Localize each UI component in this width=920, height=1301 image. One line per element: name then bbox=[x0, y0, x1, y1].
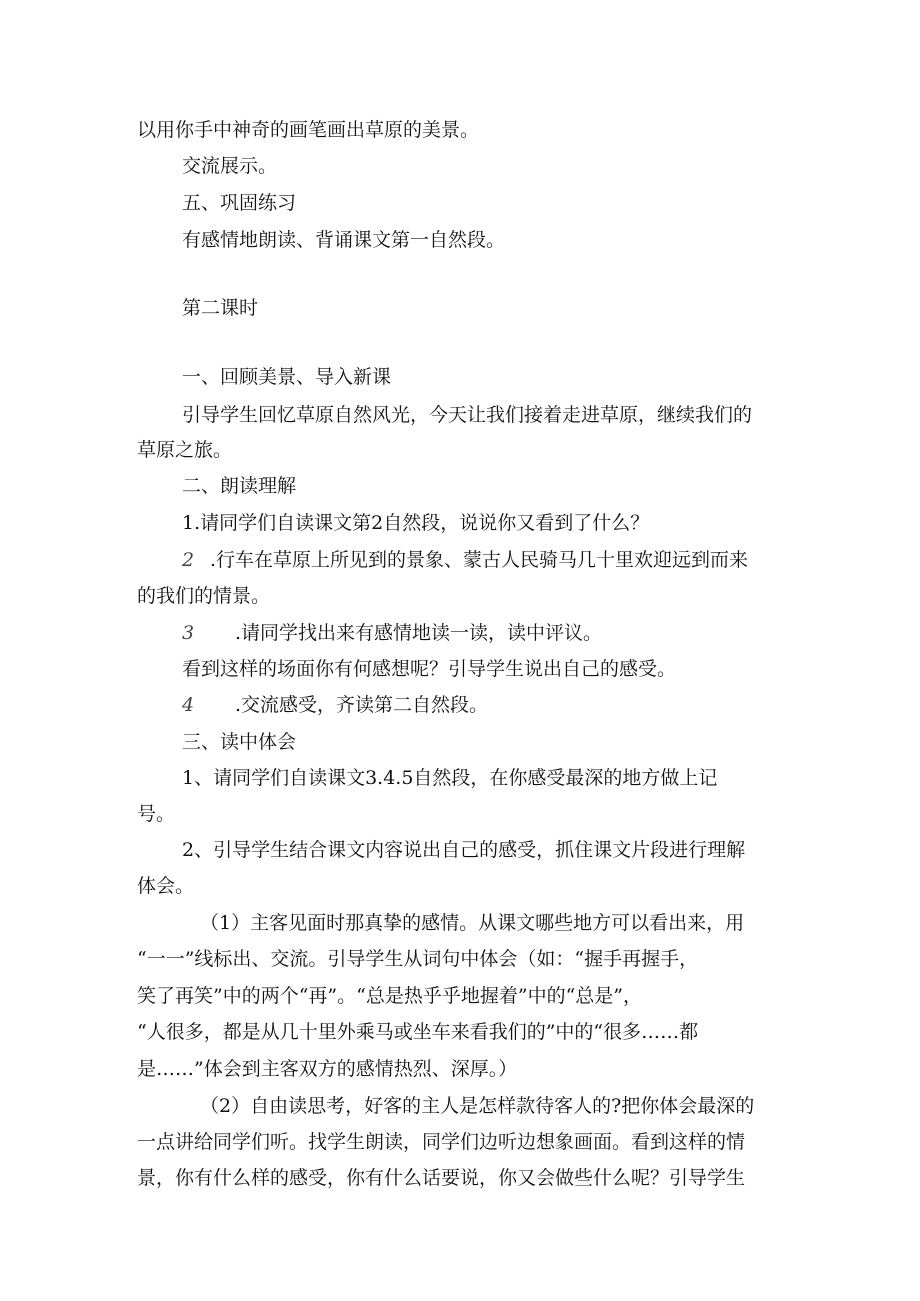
text-line: 交流展示。 bbox=[182, 155, 278, 177]
text-line: 引导学生回忆草原自然风光，今天让我们接着走进草原，继续我们的 bbox=[182, 404, 753, 426]
text-line: “人很多，都是从几十里外乘马或坐车来看我们的”中的“很多……都 bbox=[137, 1021, 699, 1043]
text-line: 草原之旅。 bbox=[137, 439, 233, 461]
text-line: 号。 bbox=[137, 803, 176, 825]
text-line: “一一”线标出、交流。引导学生从词句中体会（如：“握手再握手， bbox=[137, 948, 699, 970]
text-line: 体会。 bbox=[137, 875, 195, 897]
text-line: .行车在草原上所见到的景象、蒙古人民骑马几十里欢迎远到而来 bbox=[210, 549, 749, 571]
text-line: 1、请同学们自读课文3.4.5自然段，在你感受最深的地方做上记 bbox=[182, 767, 718, 789]
list-number: 2 bbox=[182, 549, 195, 571]
text-line: 2、引导学生结合课文内容说出自己的感受，抓住课文片段进行理解 bbox=[182, 839, 746, 861]
text-line: 是……”体会到主客双方的感情热烈、深厚。） bbox=[137, 1058, 518, 1080]
text-line: 一点讲给同学们听。找学生朗读，同学们边听边想象画面。看到这样的情 bbox=[137, 1131, 746, 1153]
text-line: 笑了再笑”中的两个“再”。“总是热乎乎地握着”中的“总是”， bbox=[137, 985, 642, 1007]
list-number: 3 bbox=[182, 622, 195, 644]
text-line: 的我们的情景。 bbox=[137, 585, 271, 607]
text-line: .请同学找出来有感情地读一读，读中评议。 bbox=[235, 622, 603, 644]
section-heading: 三、读中体会 bbox=[182, 731, 297, 753]
list-number: 4 bbox=[182, 694, 195, 716]
text-line: 看到这样的场面你有何感想呢？引导学生说出自己的感受。 bbox=[182, 658, 677, 680]
text-line: （1）主客见面时那真挚的感情。从课文哪些地方可以看出来，用 bbox=[200, 912, 745, 934]
section-heading: 一、回顾美景、导入新课 bbox=[182, 366, 392, 388]
lesson-title: 第二课时 bbox=[182, 297, 259, 319]
text-line: 以用你手中神奇的画笔画出草原的美景。 bbox=[137, 119, 480, 141]
text-line: 景，你有什么样的感受，你有什么话要说，你又会做些什么呢？引导学生 bbox=[137, 1167, 746, 1189]
text-line: 有感情地朗读、背诵课文第一自然段。 bbox=[182, 229, 506, 251]
text-line: 1.请同学们自读课文第2自然段，说说你又看到了什么？ bbox=[182, 512, 650, 534]
text-line: .交流感受，齐读第二自然段。 bbox=[235, 694, 489, 716]
text-line: （2）自由读思考，好客的主人是怎样款待客人的?把你体会最深的 bbox=[200, 1095, 755, 1117]
section-heading: 二、朗读理解 bbox=[182, 475, 297, 497]
section-heading: 五、巩固练习 bbox=[182, 192, 297, 214]
